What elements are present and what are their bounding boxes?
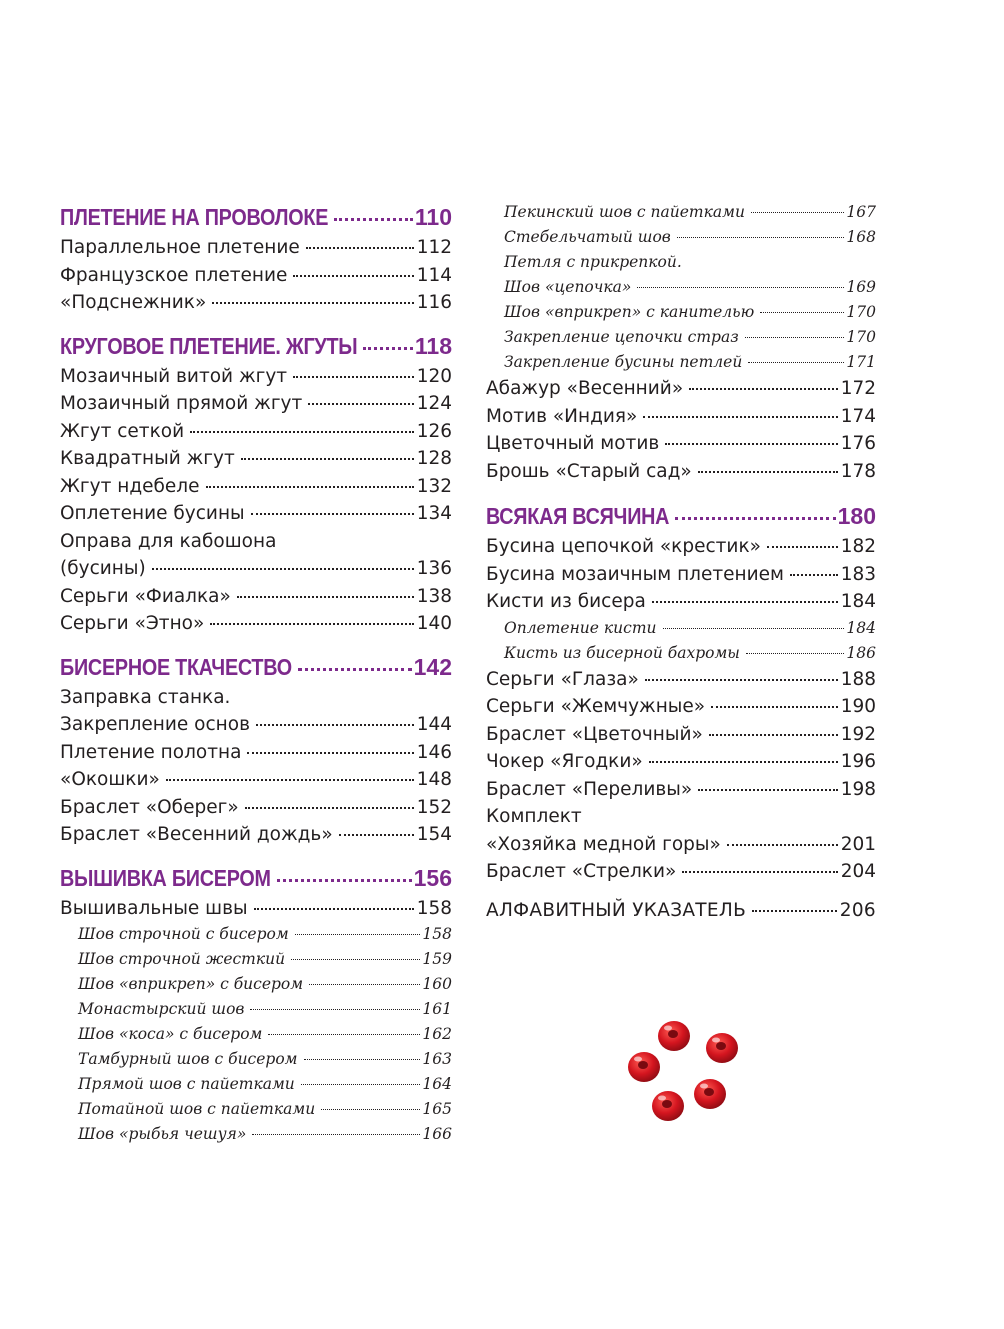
toc-entry[interactable] [60, 500, 452, 528]
entry-page-number: 186 [846, 643, 876, 662]
entry-title: «Подснежник» [60, 292, 207, 313]
entry-page-number: 144 [416, 714, 452, 735]
entry-page-number: 170 [846, 328, 876, 346]
entry-title: Серьги «Этно» [60, 613, 205, 634]
entry-title: Комплект [486, 806, 582, 827]
entry-title: Оплетение бусины [60, 503, 245, 524]
entry-title: Бусина цепочкой «крестик» [486, 536, 761, 557]
bead [628, 1052, 660, 1082]
toc-entry[interactable] [60, 610, 452, 638]
entry-title: Шов строчной жесткий [78, 950, 286, 968]
dot-leader [663, 628, 845, 629]
entry-title: Шов «рыбья чешуя» [78, 1125, 247, 1143]
entry-title: Шов «вприкреп» с канителью [504, 303, 755, 321]
dot-leader [241, 458, 414, 460]
entry-page-number: 171 [846, 353, 876, 371]
entry-title: Жгут сеткой [60, 420, 185, 442]
entry-title: Пекинский шов с пайетками [504, 203, 745, 221]
entry-title: Бусина мозаичным плетением [486, 563, 785, 585]
entry-title: Мозаичный прямой жгут [60, 393, 303, 414]
dot-leader [637, 287, 844, 288]
entry-title: Шов «цепочка» [504, 278, 632, 296]
toc-subentry[interactable] [60, 1097, 452, 1122]
dot-leader [652, 601, 838, 603]
toc-entry[interactable] [60, 555, 452, 583]
toc-entry[interactable] [486, 375, 876, 403]
entry-page-number: 165 [422, 1100, 452, 1118]
toc-entry[interactable] [486, 561, 876, 589]
entry-title: Вышивальные швы [60, 897, 248, 919]
dot-leader [746, 653, 844, 654]
entry-page-number: 146 [416, 741, 452, 763]
dot-leader [751, 212, 844, 213]
bead [652, 1091, 684, 1121]
bead [694, 1079, 726, 1109]
dot-leader [206, 486, 414, 488]
toc-list [60, 684, 452, 849]
dot-leader [709, 734, 838, 736]
entry-page-number: 183 [840, 563, 876, 585]
entry-page-number: 138 [416, 585, 452, 607]
dot-leader [247, 752, 413, 754]
dot-leader [254, 908, 414, 910]
entry-page-number: 178 [840, 460, 876, 482]
entry-page-number: 116 [416, 292, 452, 313]
entry-page-number: 167 [846, 203, 876, 221]
entry-page-number: 176 [840, 433, 876, 454]
dot-leader [698, 471, 838, 473]
entry-page-number: 126 [416, 420, 452, 442]
entry-title: Серьги «Фиалка» [60, 585, 231, 607]
toc-entry[interactable] [486, 533, 876, 561]
entry-page-number: 204 [840, 861, 876, 882]
entry-page-number: 120 [416, 365, 452, 387]
entry-title: Браслет «Весенний дождь» [60, 824, 333, 845]
toc-subentry[interactable] [486, 275, 876, 300]
toc-heading[interactable]: ВСЯКАЯ ВСЯЧИНА 180 [486, 503, 876, 529]
toc-subentry[interactable] [60, 1122, 452, 1147]
entry-title: Оплетение кисти [504, 618, 657, 637]
toc-heading[interactable]: КРУГОВОЕ ПЛЕТЕНИЕ. ЖГУТЫ 118 [60, 332, 452, 359]
entry-title: Браслет «Стрелки» [486, 861, 677, 882]
dot-leader [643, 416, 837, 418]
dot-leader [237, 596, 414, 598]
dot-leader [645, 679, 838, 681]
toc-subentry[interactable] [486, 225, 876, 250]
toc-entry[interactable] [60, 445, 452, 473]
entry-title: Монастырский шов [78, 1000, 245, 1018]
toc-subentry[interactable] [60, 1047, 452, 1072]
entry-title: Кисть из бисерной бахромы [504, 643, 740, 662]
toc-entry[interactable] [60, 262, 452, 290]
entry-title: Чокер «Ягодки» [486, 751, 643, 772]
dot-leader [308, 403, 413, 405]
dot-leader [689, 388, 838, 390]
toc-entry[interactable] [60, 418, 452, 446]
entry-title: Серьги «Глаза» [486, 668, 639, 690]
entry-page-number: 196 [840, 751, 876, 772]
entry-page-number: 148 [416, 769, 452, 790]
toc-entry[interactable] [60, 289, 452, 317]
dot-leader [291, 959, 420, 960]
entry-title: Жгут ндебеле [60, 475, 200, 497]
dot-leader [698, 789, 837, 791]
toc-list [486, 666, 876, 886]
toc-subentry[interactable] [60, 997, 452, 1022]
dot-leader [152, 568, 414, 570]
toc-subentry[interactable] [60, 922, 452, 947]
dot-leader [295, 934, 421, 935]
entry-title: Квадратный жгут [60, 448, 235, 469]
toc-subentry[interactable] [60, 947, 452, 972]
toc-subentry[interactable] [60, 1022, 452, 1047]
entry-title: Цветочный мотив [486, 433, 660, 454]
dot-leader [760, 312, 844, 313]
entry-page-number: 168 [846, 228, 876, 246]
toc-entry[interactable] [60, 766, 452, 794]
entry-title: Оправа для кабошона [60, 530, 277, 552]
dot-leader [748, 362, 844, 363]
toc-entry[interactable] [486, 458, 876, 486]
entry-page-number: 132 [416, 475, 452, 497]
entry-title: Браслет «Цветочный» [486, 723, 703, 745]
toc-list [60, 895, 452, 923]
entry-page-number: 192 [840, 723, 876, 745]
entry-page-number: 170 [846, 303, 876, 321]
entry-title: Кисти из бисера [486, 591, 646, 612]
toc-sublist [60, 922, 452, 1147]
entry-title: «Окошки» [60, 769, 160, 790]
toc-left-column [60, 200, 452, 1147]
toc-entry[interactable] [486, 831, 876, 859]
entry-page-number: 152 [416, 796, 452, 818]
entry-page-number: 182 [840, 536, 876, 557]
entry-page-number: 169 [846, 278, 876, 296]
entry-page-number: 174 [840, 405, 876, 427]
toc-heading[interactable]: ВЫШИВКА БИСЕРОМ 156 [60, 864, 452, 891]
toc-entry[interactable] [60, 821, 452, 849]
dot-leader [682, 871, 837, 873]
toc-entry[interactable] [486, 776, 876, 804]
entry-title: Мотив «Индия» [486, 405, 638, 427]
entry-page-number: 158 [416, 897, 452, 919]
toc-entry[interactable] [60, 583, 452, 611]
toc-entry[interactable] [486, 693, 876, 721]
toc-subentry[interactable] [60, 1072, 452, 1097]
toc-entry[interactable] [60, 363, 452, 391]
entry-title: Шов «коса» с бисером [78, 1025, 263, 1043]
toc-list [486, 375, 876, 485]
dot-leader [665, 443, 837, 445]
toc-entry[interactable] [486, 721, 876, 749]
toc-entry[interactable] [486, 858, 876, 886]
entry-page-number: 161 [422, 1000, 452, 1018]
dot-leader [251, 513, 414, 515]
entry-title: Закрепление бусины петлей [504, 353, 743, 371]
entry-page-number: 154 [416, 824, 452, 845]
toc-entry[interactable] [486, 803, 876, 831]
toc-subentry[interactable] [486, 200, 876, 225]
toc-entry[interactable] [486, 666, 876, 694]
dot-leader [212, 302, 413, 304]
dot-leader [306, 247, 414, 249]
entry-page-number: 124 [416, 393, 452, 414]
entry-page-number: 184 [840, 591, 876, 612]
dot-leader [210, 623, 413, 625]
toc-entry[interactable] [60, 473, 452, 501]
toc-subentry[interactable] [486, 616, 876, 641]
entry-page-number: 184 [846, 618, 876, 637]
toc-sublist [486, 616, 876, 666]
toc-list [60, 234, 452, 317]
dot-leader [166, 779, 414, 781]
entry-title: Петля с прикрепкой. [504, 253, 682, 271]
toc-entry[interactable] [60, 739, 452, 767]
entry-page-number: 114 [416, 264, 452, 286]
entry-page-number: 163 [422, 1050, 452, 1068]
toc-heading[interactable]: БИСЕРНОЕ ТКАЧЕСТВО 142 [60, 653, 452, 680]
dot-leader [268, 1034, 420, 1035]
entry-page-number: 159 [422, 950, 452, 968]
toc-entry[interactable] [486, 748, 876, 776]
toc-sublist [486, 200, 876, 375]
dot-leader [727, 844, 838, 846]
entry-page-number: 140 [416, 613, 452, 634]
entry-title: Стебельчатый шов [504, 228, 671, 246]
toc-list [60, 363, 452, 638]
entry-page-number: 160 [422, 975, 452, 993]
toc-entry[interactable] [486, 403, 876, 431]
toc-subentry[interactable] [486, 325, 876, 350]
entry-page-number: 166 [422, 1125, 452, 1143]
toc-right-column [486, 200, 876, 924]
toc-entry[interactable] [486, 430, 876, 458]
entry-title: «Хозяйка медной горы» [486, 833, 721, 855]
entry-title: Прямой шов с пайетками [78, 1075, 295, 1093]
entry-title: Шов «вприкреп» с бисером [78, 975, 304, 993]
toc-subentry[interactable] [60, 972, 452, 997]
toc-entry[interactable] [486, 588, 876, 616]
dot-leader [256, 724, 414, 726]
toc-entry[interactable] [60, 528, 452, 556]
toc-subentry[interactable] [486, 300, 876, 325]
entry-page-number: 162 [422, 1025, 452, 1043]
toc-subentry[interactable] [486, 641, 876, 666]
dot-leader [339, 834, 414, 836]
entry-page-number: 172 [840, 378, 876, 399]
dot-leader [677, 237, 845, 238]
dot-leader [293, 376, 414, 378]
entry-title: Мозаичный витой жгут [60, 365, 288, 387]
dot-leader [190, 431, 414, 433]
entry-page-number: 112 [416, 237, 452, 258]
dot-leader [321, 1109, 420, 1110]
dot-leader [711, 706, 838, 708]
entry-page-number: 198 [840, 778, 876, 800]
toc-heading[interactable]: ПЛЕТЕНИЕ НА ПРОВОЛОКЕ 110 [60, 204, 452, 230]
toc-entry[interactable] [60, 234, 452, 262]
entry-title: Французское плетение [60, 264, 288, 286]
bead [706, 1033, 738, 1063]
entry-title: Тамбурный шов с бисером [78, 1050, 298, 1068]
entry-title: Закрепление основ [60, 714, 250, 735]
dot-leader [790, 574, 838, 576]
toc-subentry[interactable] [486, 350, 876, 375]
entry-title: Плетение полотна [60, 741, 242, 763]
entry-title: (бусины) [60, 558, 146, 579]
entry-title: Заправка станка. [60, 686, 231, 708]
red-beads-illustration [618, 1012, 748, 1132]
entry-page-number: 134 [416, 503, 452, 524]
entry-title: Серьги «Жемчужные» [486, 696, 706, 717]
entry-title: Параллельное плетение [60, 237, 300, 258]
entry-title: Потайной шов с пайетками [78, 1100, 316, 1118]
dot-leader [304, 1059, 421, 1060]
entry-page-number: 136 [416, 558, 452, 579]
entry-page-number: 190 [840, 696, 876, 717]
entry-page-number: 128 [416, 448, 452, 469]
entry-page-number: 164 [422, 1075, 452, 1093]
entry-page-number: 158 [422, 925, 452, 943]
dot-leader [293, 275, 413, 277]
entry-page-number: 201 [840, 833, 876, 855]
entry-title: Закрепление цепочки страз [504, 328, 739, 346]
entry-title: Шов строчной с бисером [78, 925, 289, 943]
entry-title: Брошь «Старый сад» [486, 460, 692, 482]
toc-entry[interactable] [60, 684, 452, 712]
toc-entry[interactable] [60, 711, 452, 739]
entry-page-number: 188 [840, 668, 876, 690]
toc-entry[interactable] [60, 390, 452, 418]
toc-subentry[interactable] [486, 250, 876, 275]
toc-entry[interactable] [60, 895, 452, 923]
dot-leader [649, 761, 838, 763]
dot-leader [301, 1084, 421, 1085]
dot-leader [245, 807, 414, 809]
dot-leader [252, 1134, 420, 1135]
entry-title: Браслет «Оберег» [60, 796, 239, 818]
dot-leader [250, 1009, 420, 1010]
dot-leader [745, 337, 845, 338]
toc-entry-index[interactable]: АЛФАВИТНЫЙ УКАЗАТЕЛЬ 206 [486, 899, 876, 921]
entry-title: Абажур «Весенний» [486, 378, 684, 399]
dot-leader [309, 984, 420, 985]
entry-title: Браслет «Переливы» [486, 778, 693, 800]
dot-leader [767, 546, 838, 548]
toc-entry[interactable] [60, 794, 452, 822]
bead [658, 1021, 690, 1051]
toc-list [486, 533, 876, 616]
